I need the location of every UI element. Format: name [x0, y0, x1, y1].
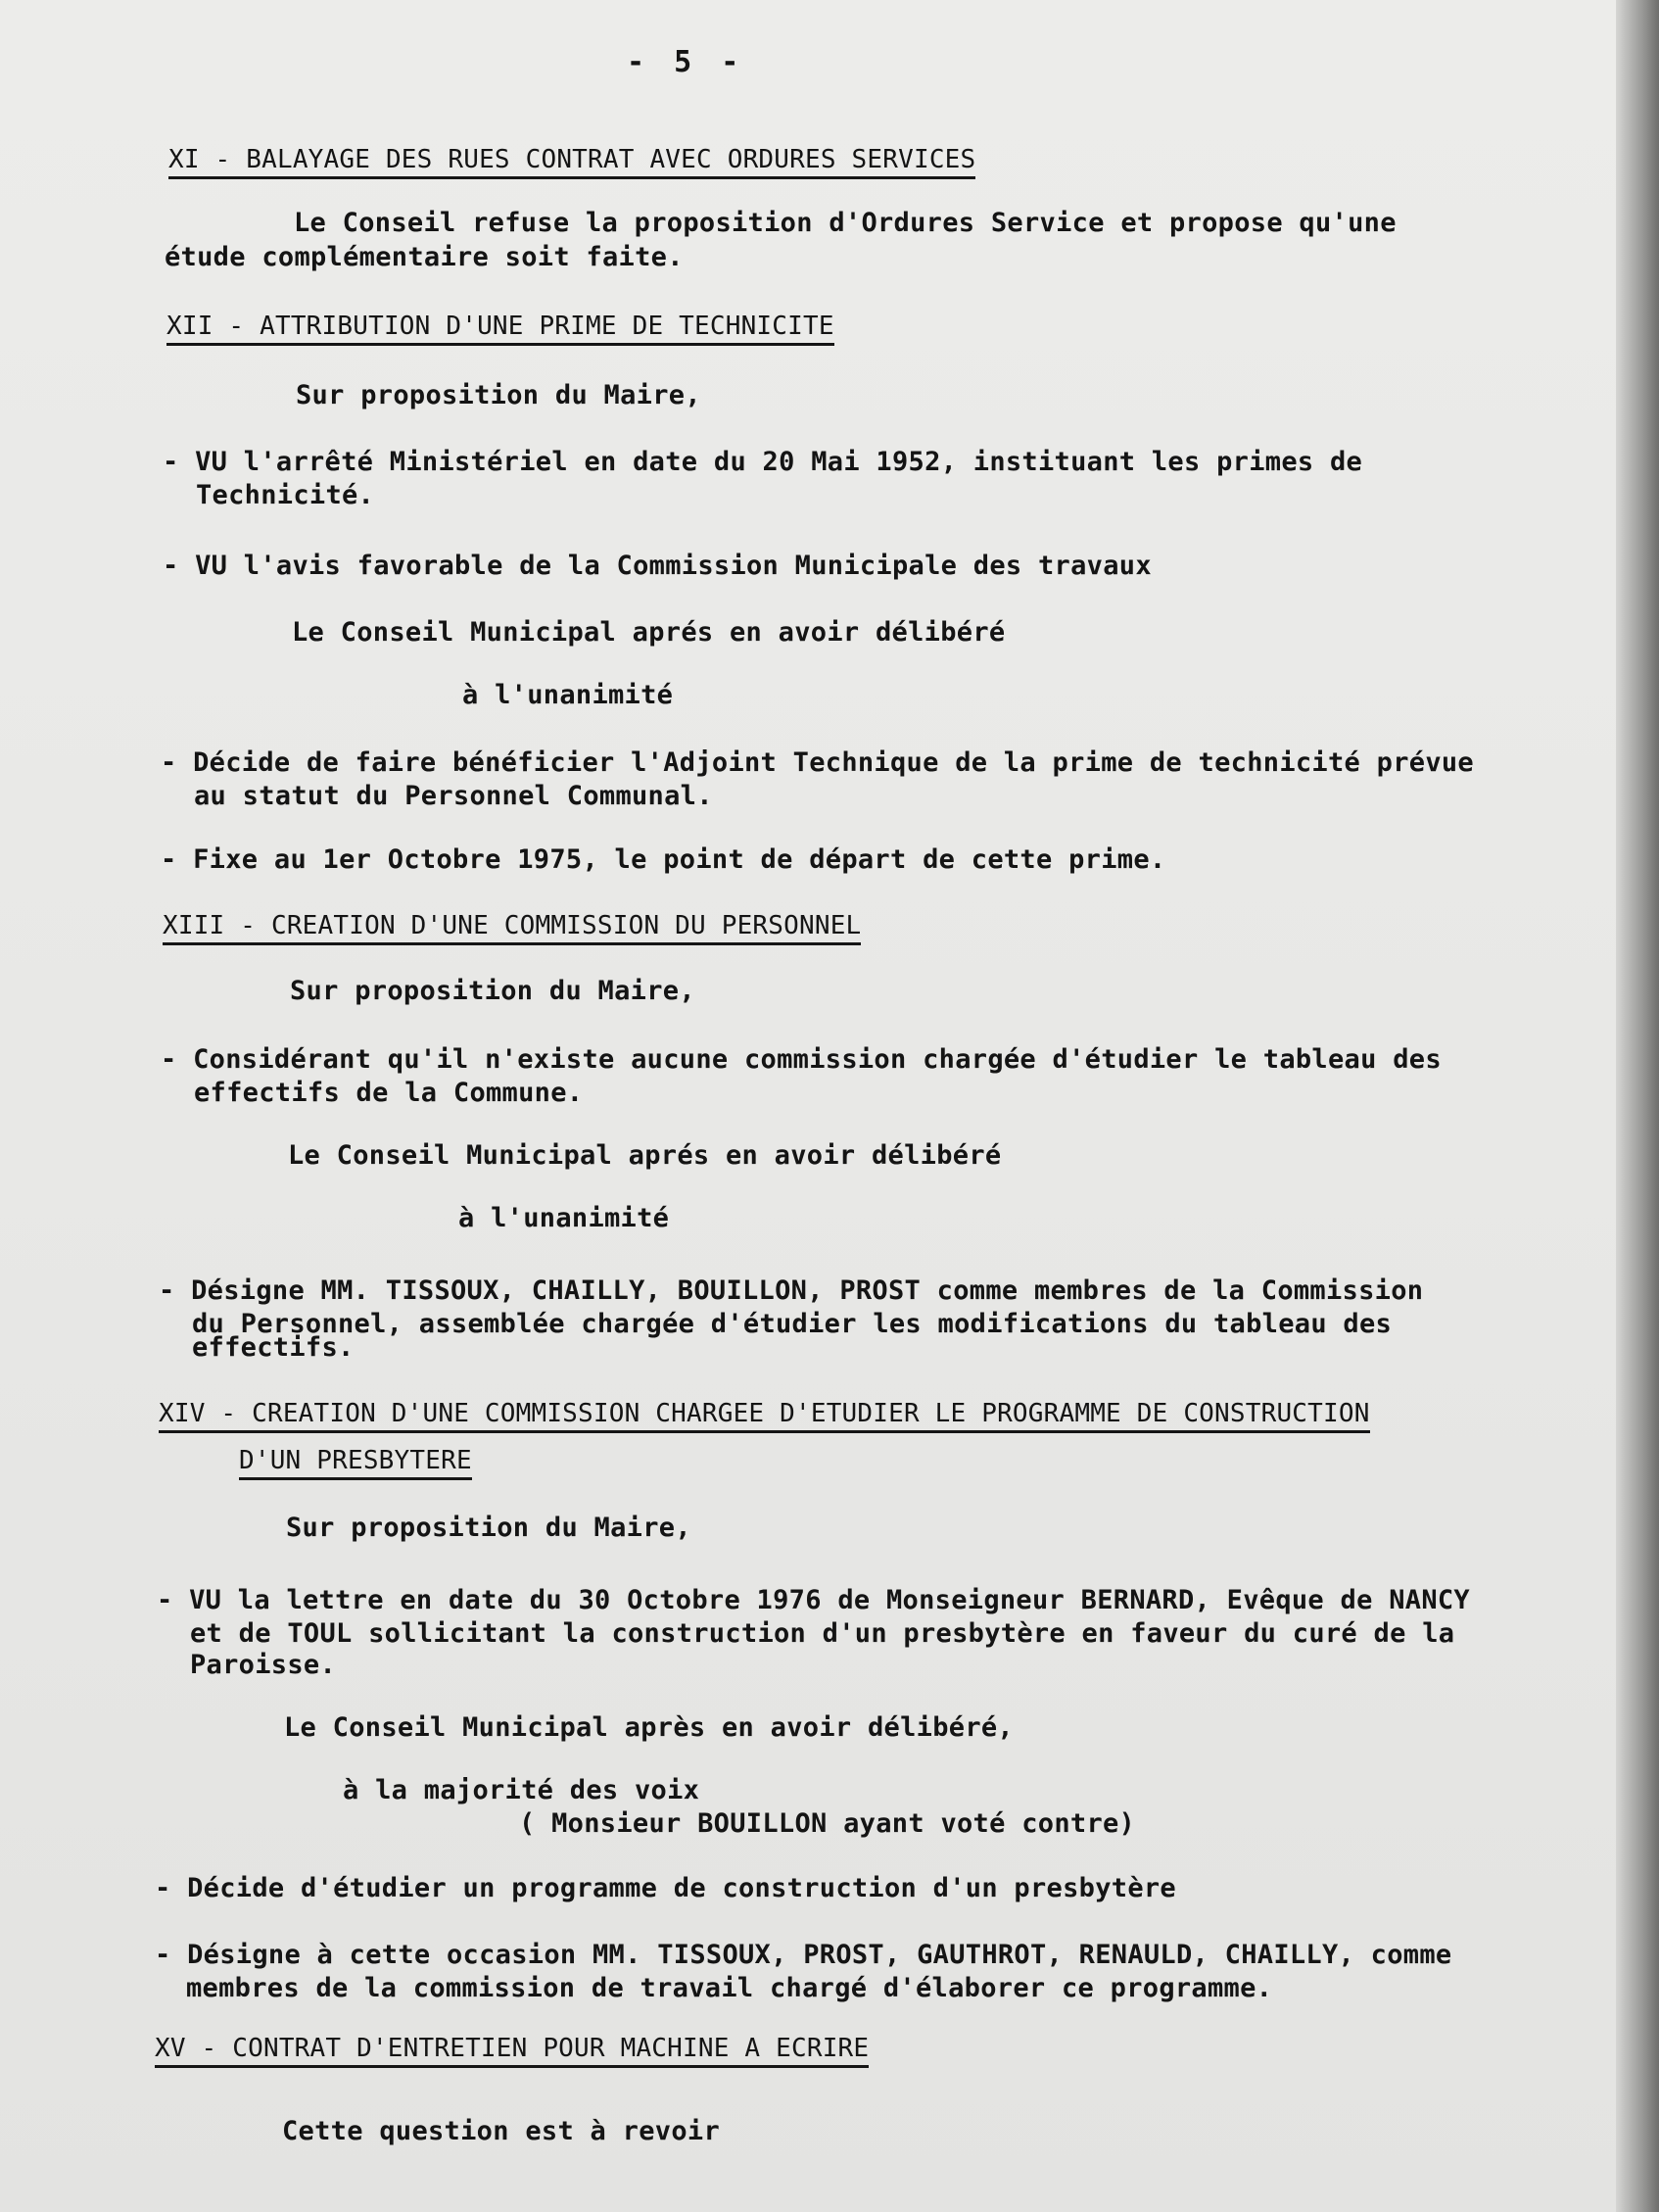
- section-xiv-vote-note: ( Monsieur BOUILLON ayant voté contre): [519, 1808, 1136, 1839]
- section-xiii-intro: Sur proposition du Maire,: [290, 976, 695, 1006]
- section-xiii-decision-line3: effectifs.: [192, 1332, 355, 1363]
- section-xii-vu1-line2: Technicité.: [196, 480, 375, 510]
- section-xi-heading: XI - BALAYAGE DES RUES CONTRAT AVEC ORDURES SERVICES: [168, 145, 975, 179]
- section-xiii-vote: à l'unanimité: [458, 1203, 670, 1233]
- section-xiv-vu-line3: Paroisse.: [190, 1650, 336, 1680]
- page-number: - 5 -: [627, 45, 745, 79]
- section-xi-paragraph-line1: Le Conseil refuse la proposition d'Ordures Service et propose qu'une: [294, 208, 1397, 238]
- section-xiv-decision2-line1: - Désigne à cette occasion MM. TISSOUX, PROST, GAUTHROT, RENAULD, CHAILLY, comme: [155, 1940, 1452, 1970]
- section-xiii-decision-line1: - Désigne MM. TISSOUX, CHAILLY, BOUILLON, PROST comme membres de la Commission: [159, 1275, 1424, 1306]
- page-edge-shadow: [1616, 0, 1659, 2212]
- section-xiii-deliberation: Le Conseil Municipal aprés en avoir délibéré: [288, 1140, 1002, 1171]
- section-xii-deliberation: Le Conseil Municipal aprés en avoir délibéré: [292, 617, 1006, 648]
- section-xii-vu1-line1: - VU l'arrêté Ministériel en date du 20 Mai 1952, instituant les primes de: [163, 447, 1363, 477]
- section-xiv-vote: à la majorité des voix: [343, 1775, 700, 1805]
- section-xii-vu2: - VU l'avis favorable de la Commission Municipale des travaux: [163, 551, 1152, 581]
- section-xv-paragraph: Cette question est à revoir: [282, 2116, 720, 2146]
- section-xiii-considering-line1: - Considérant qu'il n'existe aucune commission chargée d'étudier le tableau des: [161, 1044, 1442, 1075]
- section-xii-decision1-line2: au statut du Personnel Communal.: [194, 781, 713, 811]
- section-xii-decision1-line1: - Décide de faire bénéficier l'Adjoint Technique de la prime de technicité prévue: [161, 747, 1474, 778]
- section-xiv-vu-line2: et de TOUL sollicitant la construction d'un presbytère en faveur du curé de la: [190, 1618, 1455, 1649]
- section-xiv-vu-line1: - VU la lettre en date du 30 Octobre 1976 de Monseigneur BERNARD, Evêque de NANCY: [157, 1585, 1470, 1615]
- section-xi-paragraph-line2: étude complémentaire soit faite.: [165, 242, 684, 272]
- section-xii-decision2: - Fixe au 1er Octobre 1975, le point de départ de cette prime.: [161, 844, 1166, 875]
- section-xii-heading: XII - ATTRIBUTION D'UNE PRIME DE TECHNICITE: [166, 312, 834, 346]
- section-xv-heading: XV - CONTRAT D'ENTRETIEN POUR MACHINE A ECRIRE: [155, 2034, 869, 2068]
- section-xii-intro: Sur proposition du Maire,: [296, 380, 701, 410]
- section-xiii-heading: XIII - CREATION D'UNE COMMISSION DU PERSONNEL: [163, 911, 861, 945]
- section-xii-vote: à l'unanimité: [462, 680, 674, 710]
- section-xiv-heading-line2: D'UN PRESBYTERE: [239, 1446, 472, 1480]
- section-xiv-decision1: - Décide d'étudier un programme de construction d'un presbytère: [155, 1873, 1176, 1903]
- section-xiii-decision-line2: du Personnel, assemblée chargée d'étudier les modifications du tableau des: [192, 1309, 1393, 1339]
- section-xiv-deliberation: Le Conseil Municipal après en avoir délibéré,: [284, 1712, 1014, 1743]
- section-xiv-intro: Sur proposition du Maire,: [286, 1513, 691, 1543]
- section-xiv-decision2-line2: membres de la commission de travail chargé d'élaborer ce programme.: [186, 1973, 1273, 2003]
- section-xiii-considering-line2: effectifs de la Commune.: [194, 1078, 584, 1108]
- section-xiv-heading-line1: XIV - CREATION D'UNE COMMISSION CHARGEE D'ETUDIER LE PROGRAMME DE CONSTRUCTION: [159, 1399, 1370, 1433]
